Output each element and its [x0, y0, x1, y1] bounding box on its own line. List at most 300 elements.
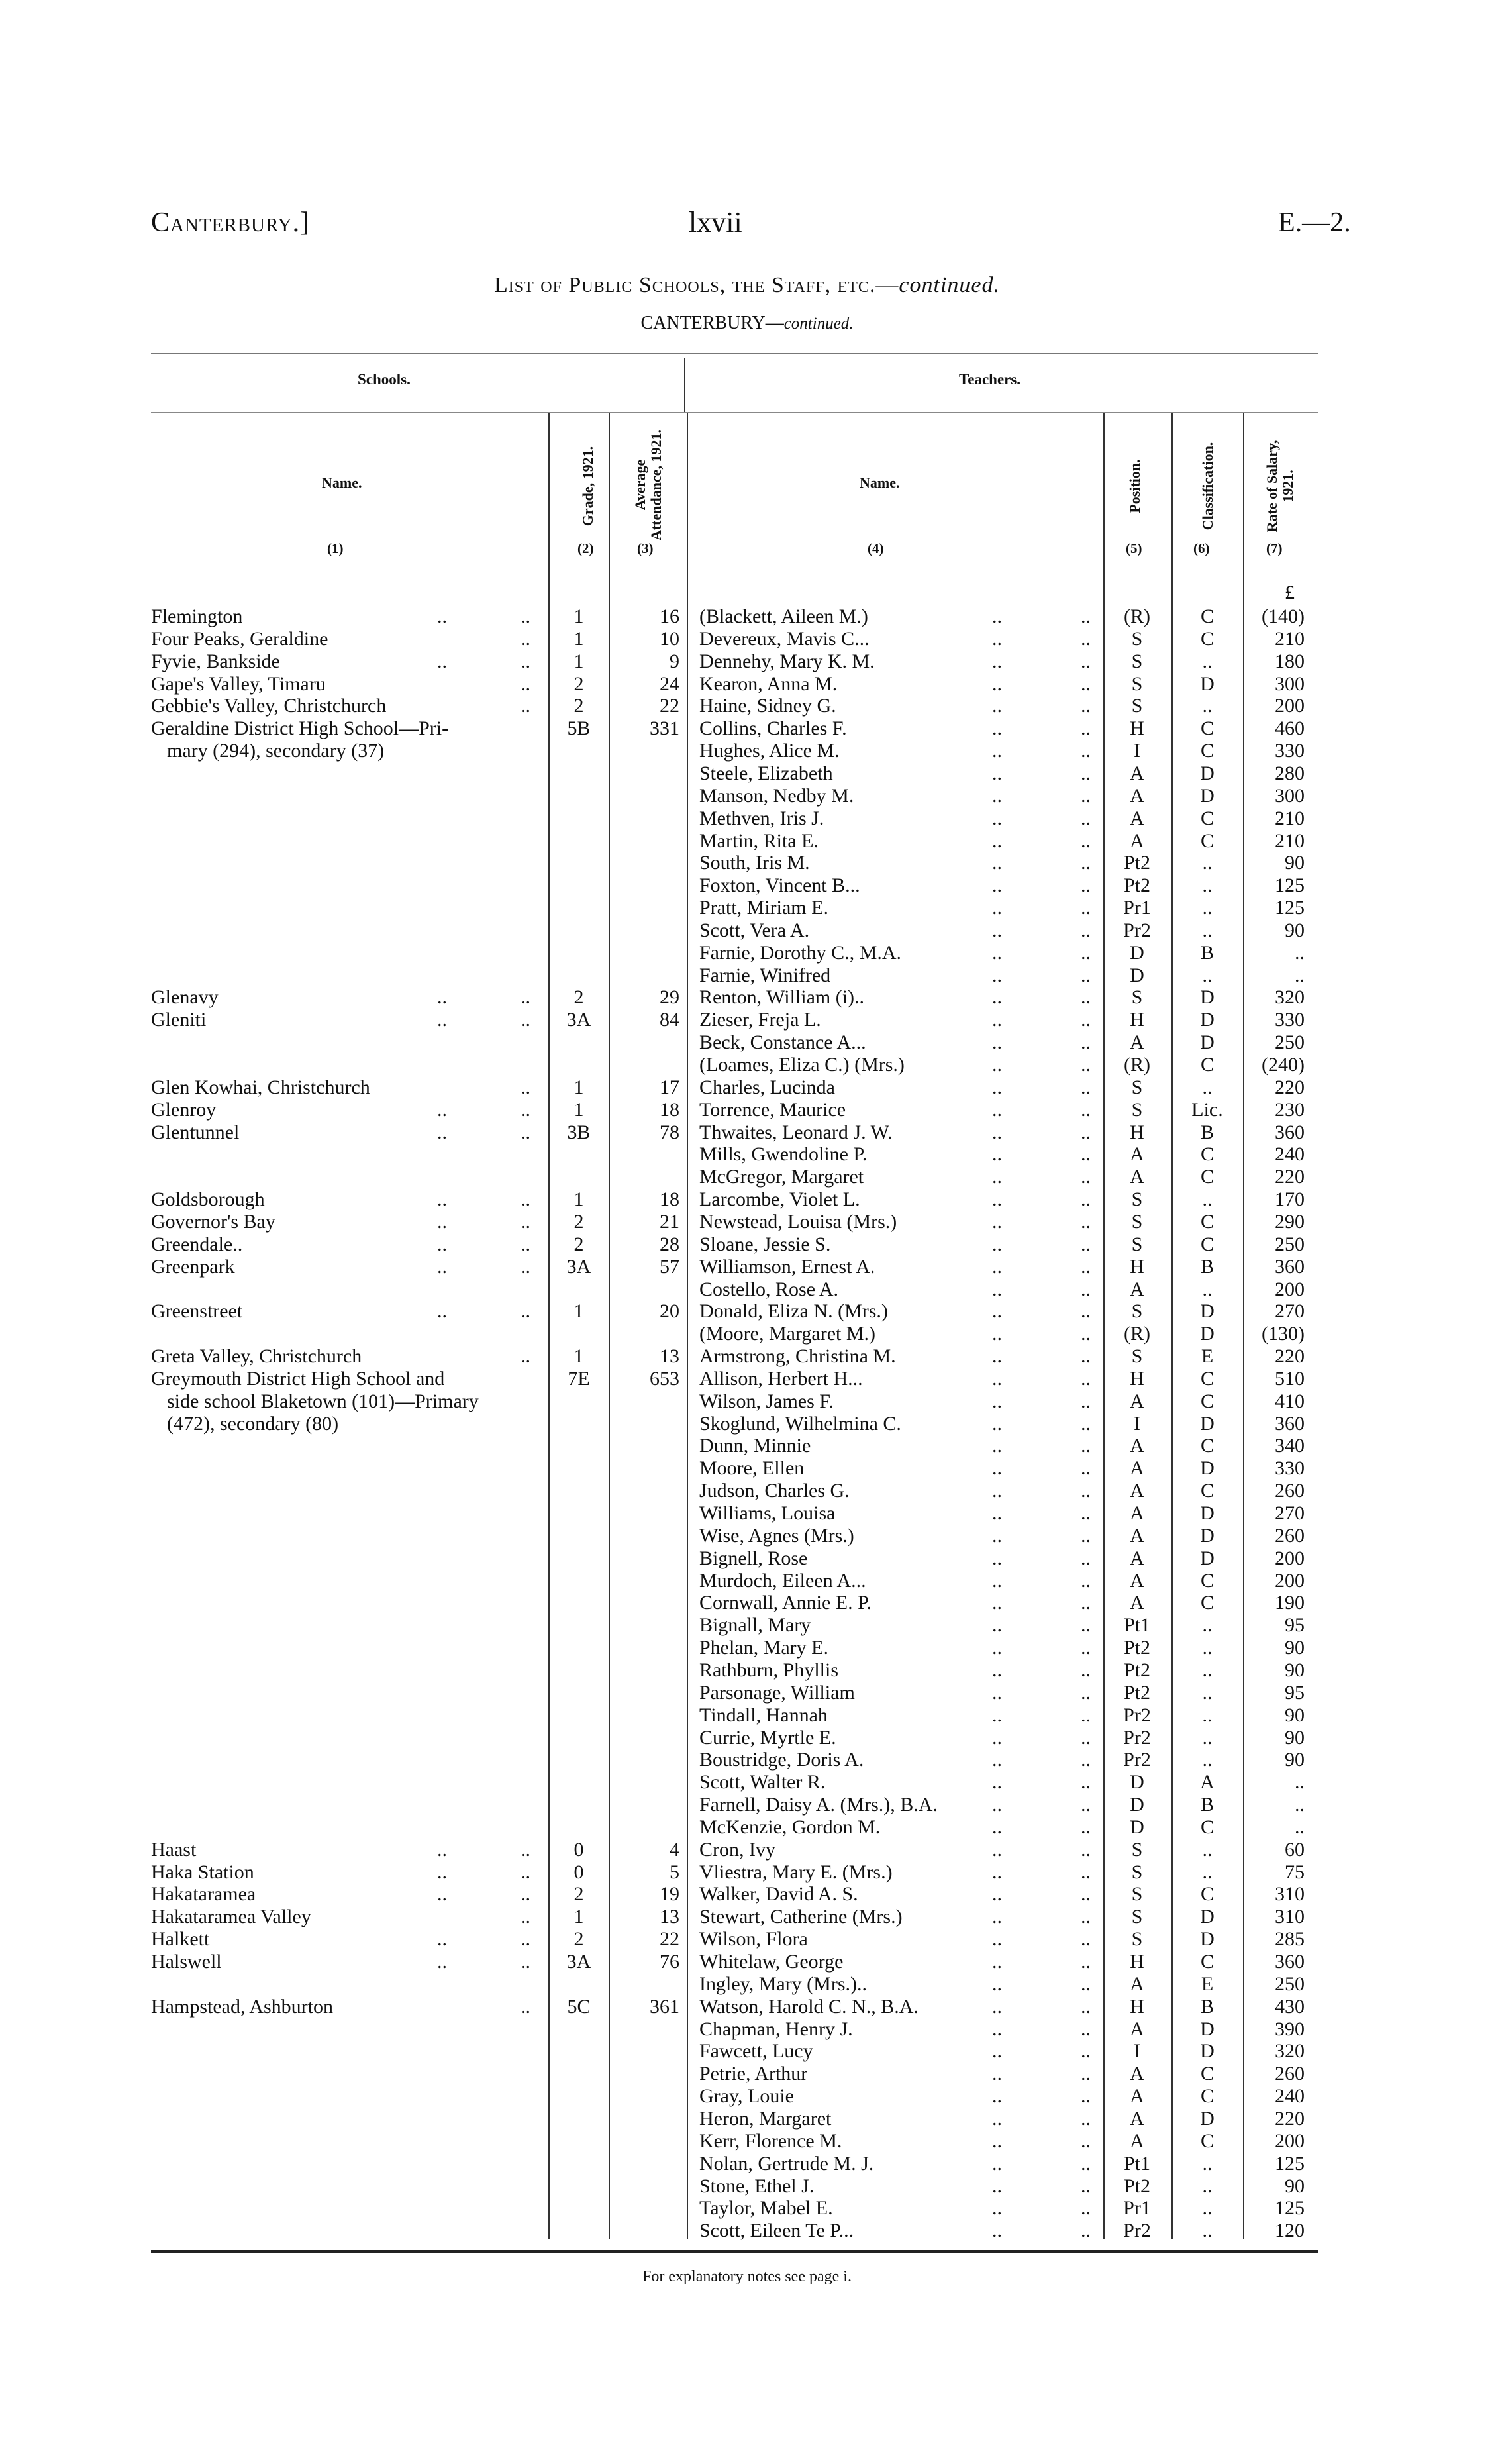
teacher-position: S — [1131, 1906, 1143, 1928]
col-school-name: Name. — [322, 474, 362, 491]
teacher-classification: D — [1200, 1906, 1215, 1928]
school-continuation-row — [0, 1794, 1494, 1816]
teacher-position: A — [1130, 1973, 1144, 1995]
leader-dots: .. — [992, 1883, 1002, 1906]
teacher-classification: .. — [1202, 2220, 1213, 2242]
leader-dots: .. — [521, 605, 530, 627]
leader-dots: .. — [992, 1457, 1002, 1480]
teacher-position: S — [1131, 627, 1143, 650]
teacher-name: Methven, Iris J. — [699, 807, 824, 829]
col-num-2: (2) — [577, 540, 594, 556]
teacher-name: Newstead, Louisa (Mrs.) — [699, 1210, 897, 1233]
teacher-position: Pt2 — [1123, 1681, 1151, 1704]
leader-dots: .. — [1081, 986, 1091, 1009]
leader-dots: .. — [521, 1995, 530, 2018]
leader-dots: .. — [992, 2152, 1002, 2175]
teacher-position: Pr2 — [1123, 919, 1151, 941]
title-continued: continued. — [899, 273, 1000, 297]
teacher-name: (Loames, Eliza C.) (Mrs.) — [699, 1054, 905, 1076]
leader-dots: .. — [1081, 1367, 1091, 1390]
teacher-salary: 360 — [1275, 1121, 1305, 1143]
teacher-position: H — [1130, 1367, 1144, 1390]
teacher-name: Zieser, Freja L. — [699, 1009, 821, 1031]
col-grade: Grade, 1921. — [579, 446, 596, 527]
teacher-classification: D — [1200, 2018, 1215, 2040]
leader-dots: .. — [1081, 1681, 1091, 1704]
leader-dots: .. — [1081, 1614, 1091, 1637]
average-attendance: 18 — [660, 1098, 679, 1121]
average-attendance: 4 — [670, 1838, 679, 1861]
teacher-position: I — [1134, 740, 1140, 762]
school-grade: 5B — [567, 717, 591, 740]
teacher-position: Pr1 — [1123, 897, 1151, 919]
average-attendance: 24 — [660, 672, 679, 695]
teacher-salary: (240) — [1262, 1054, 1305, 1076]
school-continuation-row — [0, 740, 1494, 762]
school-name: Hakataramea Valley — [151, 1906, 311, 1928]
school-row — [0, 1368, 1494, 1390]
leader-dots: .. — [992, 829, 1002, 852]
teacher-position: A — [1130, 2085, 1144, 2108]
leader-dots: .. — [1081, 919, 1091, 941]
school-continuation-row — [0, 1592, 1494, 1614]
teacher-classification: .. — [1202, 2175, 1213, 2197]
school-continuation-row — [0, 1547, 1494, 1570]
school-name: (472), secondary (80) — [167, 1412, 339, 1435]
leader-dots: .. — [1081, 672, 1091, 695]
school-continuation-row — [0, 1637, 1494, 1659]
leader-dots: .. — [992, 1637, 1002, 1659]
teacher-name: Moore, Ellen — [699, 1457, 805, 1480]
page-number: lxvii — [689, 206, 742, 238]
teacher-salary: 125 — [1275, 897, 1305, 919]
teacher-classification: C — [1200, 807, 1214, 829]
teacher-classification: .. — [1202, 919, 1213, 941]
school-name: Gape's Valley, Timaru — [151, 672, 326, 695]
teacher-salary: 270 — [1275, 1502, 1305, 1524]
teacher-name: (Moore, Margaret M.) — [699, 1323, 876, 1345]
teacher-salary: 200 — [1275, 695, 1305, 717]
leader-dots: .. — [1081, 807, 1091, 829]
leader-dots: .. — [1081, 1569, 1091, 1592]
school-name: Greta Valley, Christchurch — [151, 1345, 362, 1368]
leader-dots: .. — [1081, 1883, 1091, 1906]
leader-dots: .. — [521, 1121, 530, 1143]
leader-dots: .. — [1081, 1838, 1091, 1861]
teacher-classification: .. — [1202, 1838, 1213, 1861]
school-name: Goldsborough — [151, 1188, 265, 1211]
leader-dots: .. — [992, 1480, 1002, 1502]
teacher-position: A — [1130, 1547, 1144, 1569]
teacher-name: Charles, Lucinda — [699, 1076, 835, 1098]
teacher-position: S — [1131, 695, 1143, 717]
teacher-classification: C — [1200, 1480, 1214, 1502]
school-continuation-row — [0, 2063, 1494, 2085]
leader-dots: .. — [1081, 717, 1091, 740]
leader-dots: .. — [1081, 964, 1091, 986]
leader-dots: .. — [992, 627, 1002, 650]
teacher-classification: D — [1200, 1928, 1215, 1951]
average-attendance: 9 — [670, 650, 679, 672]
school-continuation-row — [0, 897, 1494, 919]
leader-dots: .. — [1081, 1659, 1091, 1681]
teacher-salary: 270 — [1275, 1300, 1305, 1323]
leader-dots: .. — [992, 2175, 1002, 2197]
teacher-classification: .. — [1202, 852, 1213, 874]
school-row — [0, 605, 1494, 628]
teacher-salary: 90 — [1285, 919, 1305, 941]
school-continuation-row — [0, 2197, 1494, 2220]
teacher-position: I — [1134, 1412, 1140, 1435]
leader-dots: .. — [992, 1300, 1002, 1323]
teacher-salary: 90 — [1285, 1704, 1305, 1726]
leader-dots: .. — [992, 919, 1002, 941]
leader-dots: .. — [992, 2018, 1002, 2040]
teacher-name: Bignell, Rose — [699, 1547, 808, 1569]
leader-dots: .. — [1081, 2107, 1091, 2130]
teacher-salary: 320 — [1275, 2040, 1305, 2063]
leader-dots: .. — [1081, 1031, 1091, 1054]
leader-dots: .. — [992, 1659, 1002, 1681]
teacher-classification: C — [1200, 1592, 1214, 1614]
leader-dots: .. — [1081, 1906, 1091, 1928]
teacher-name: Nolan, Gertrude M. J. — [699, 2152, 874, 2175]
school-continuation-row — [0, 919, 1494, 942]
teacher-salary: .. — [1295, 1816, 1305, 1838]
school-continuation-row — [0, 1749, 1494, 1771]
teacher-position: H — [1130, 1121, 1144, 1143]
school-row — [0, 1211, 1494, 1233]
leader-dots: .. — [992, 1928, 1002, 1951]
school-continuation-row — [0, 2153, 1494, 2175]
teacher-name: Sloane, Jessie S. — [699, 1233, 831, 1255]
school-continuation-row — [0, 1166, 1494, 1188]
teacher-name: Farnie, Winifred — [699, 964, 831, 986]
school-continuation-row — [0, 1502, 1494, 1525]
teacher-name: Wise, Agnes (Mrs.) — [699, 1524, 854, 1547]
teacher-position: A — [1130, 1435, 1144, 1457]
school-grade: 0 — [573, 1838, 584, 1861]
average-attendance: 29 — [660, 986, 679, 1009]
teacher-classification: D — [1200, 2040, 1215, 2063]
leader-dots: .. — [1081, 1098, 1091, 1121]
average-attendance: 10 — [660, 627, 679, 650]
teacher-name: McKenzie, Gordon M. — [699, 1816, 881, 1838]
teacher-position: S — [1131, 1076, 1143, 1098]
leader-dots: .. — [1081, 2220, 1091, 2242]
school-name: Halswell — [151, 1951, 222, 1973]
leader-dots: .. — [992, 2197, 1002, 2220]
leader-dots: .. — [992, 1323, 1002, 1345]
leader-dots: .. — [1081, 1457, 1091, 1480]
leader-dots: .. — [992, 1345, 1002, 1368]
school-continuation-row — [0, 1525, 1494, 1547]
average-attendance: 57 — [660, 1255, 679, 1278]
school-name: Haka Station — [151, 1861, 254, 1883]
teacher-classification: C — [1200, 1569, 1214, 1592]
teacher-position: S — [1131, 1861, 1143, 1883]
leader-dots: .. — [437, 1188, 447, 1211]
teacher-salary: .. — [1295, 964, 1305, 986]
school-grade: 1 — [573, 1076, 584, 1098]
col-num-7: (7) — [1266, 540, 1283, 556]
teacher-position: D — [1130, 941, 1144, 964]
school-continuation-row — [0, 1682, 1494, 1704]
teacher-classification: .. — [1202, 1749, 1213, 1771]
teacher-position: Pr1 — [1123, 2197, 1151, 2220]
leader-dots: .. — [1081, 852, 1091, 874]
school-name: Gebbie's Valley, Christchurch — [151, 695, 387, 717]
teacher-classification: .. — [1202, 1076, 1213, 1098]
teacher-position: H — [1130, 1255, 1144, 1278]
leader-dots: .. — [437, 1233, 447, 1255]
leader-dots: .. — [1081, 1255, 1091, 1278]
average-attendance: 84 — [660, 1009, 679, 1031]
leader-dots: .. — [992, 1861, 1002, 1883]
teacher-salary: 260 — [1275, 1524, 1305, 1547]
col-num-5: (5) — [1126, 540, 1142, 556]
school-continuation-row — [0, 807, 1494, 830]
leader-dots: .. — [992, 1771, 1002, 1794]
teacher-position: A — [1130, 1569, 1144, 1592]
teacher-classification: C — [1200, 1390, 1214, 1412]
teacher-salary: 510 — [1275, 1367, 1305, 1390]
teacher-salary: 90 — [1285, 852, 1305, 874]
leader-dots: .. — [1081, 1143, 1091, 1166]
teacher-classification: D — [1200, 1031, 1215, 1054]
teacher-name: Scott, Eileen Te P... — [699, 2220, 854, 2242]
average-attendance: 18 — [660, 1188, 679, 1211]
teacher-salary: 300 — [1275, 672, 1305, 695]
teacher-classification: C — [1200, 740, 1214, 762]
teacher-salary: 250 — [1275, 1233, 1305, 1255]
teacher-name: Kearon, Anna M. — [699, 672, 838, 695]
school-continuation-row — [0, 1435, 1494, 1457]
teacher-classification: C — [1200, 2130, 1214, 2152]
school-grade: 3A — [566, 1009, 591, 1031]
teacher-classification: D — [1200, 1524, 1215, 1547]
leader-dots: .. — [1081, 1323, 1091, 1345]
teacher-name: Haine, Sidney G. — [699, 695, 836, 717]
school-grade: 1 — [573, 1906, 584, 1928]
currency-symbol: £ — [1285, 582, 1295, 603]
teacher-position: A — [1130, 807, 1144, 829]
leader-dots: .. — [521, 1255, 530, 1278]
leader-dots: .. — [1081, 897, 1091, 919]
leader-dots: .. — [1081, 1704, 1091, 1726]
school-continuation-row — [0, 1457, 1494, 1480]
school-continuation-row — [0, 942, 1494, 964]
school-continuation-row — [0, 2040, 1494, 2063]
teacher-salary: 90 — [1285, 1749, 1305, 1771]
leader-dots: .. — [992, 650, 1002, 672]
teacher-classification: D — [1200, 1412, 1215, 1435]
school-name: Hampstead, Ashburton — [151, 1995, 333, 2018]
col-num-1: (1) — [327, 540, 344, 556]
leader-dots: .. — [992, 1166, 1002, 1188]
teacher-salary: 180 — [1275, 650, 1305, 672]
average-attendance: 13 — [660, 1345, 679, 1368]
teacher-salary: 200 — [1275, 1278, 1305, 1300]
teacher-position: Pt2 — [1123, 852, 1151, 874]
teacher-classification: .. — [1202, 1188, 1213, 1211]
leader-dots: .. — [1081, 1233, 1091, 1255]
leader-dots: .. — [1081, 2018, 1091, 2040]
teacher-position: D — [1130, 1771, 1144, 1794]
leader-dots: .. — [992, 1951, 1002, 1973]
footnote: For explanatory notes see page i. — [642, 2268, 852, 2285]
school-name: Halkett — [151, 1928, 210, 1951]
teacher-name: Renton, William (i).. — [699, 986, 865, 1009]
teacher-name: (Blackett, Aileen M.) — [699, 605, 868, 627]
teacher-position: (R) — [1124, 605, 1150, 627]
teacher-salary: (130) — [1262, 1323, 1305, 1345]
school-row — [0, 1906, 1494, 1928]
teacher-position: A — [1130, 2063, 1144, 2085]
school-name: Hakataramea — [151, 1883, 256, 1906]
leader-dots: .. — [1081, 1300, 1091, 1323]
school-grade: 1 — [573, 627, 584, 650]
leader-dots: .. — [992, 986, 1002, 1009]
leader-dots: .. — [992, 1704, 1002, 1726]
teacher-salary: 310 — [1275, 1906, 1305, 1928]
leader-dots: .. — [1081, 1749, 1091, 1771]
teacher-name: Mills, Gwendoline P. — [699, 1143, 868, 1166]
leader-dots: .. — [1081, 1166, 1091, 1188]
teacher-salary: 250 — [1275, 1973, 1305, 1995]
school-continuation-row — [0, 1480, 1494, 1502]
leader-dots: .. — [1081, 829, 1091, 852]
teacher-position: A — [1130, 1143, 1144, 1166]
teacher-classification: Lic. — [1191, 1098, 1223, 1121]
teacher-classification: C — [1200, 1233, 1214, 1255]
school-row — [0, 1233, 1494, 1256]
teacher-name: Cornwall, Annie E. P. — [699, 1592, 872, 1614]
school-continuation-row — [0, 785, 1494, 807]
leader-dots: .. — [1081, 740, 1091, 762]
teacher-position: A — [1130, 1166, 1144, 1188]
school-grade: 2 — [573, 1883, 584, 1906]
teacher-position: Pt2 — [1123, 874, 1151, 897]
teacher-classification: B — [1200, 1794, 1214, 1816]
teacher-classification: C — [1200, 1951, 1214, 1973]
teacher-position: S — [1131, 1883, 1143, 1906]
school-grade: 2 — [573, 1928, 584, 1951]
leader-dots: .. — [992, 605, 1002, 627]
leader-dots: .. — [992, 852, 1002, 874]
school-grade: 1 — [573, 605, 584, 627]
teacher-salary: 320 — [1275, 986, 1305, 1009]
teacher-name: Parsonage, William — [699, 1681, 855, 1704]
teacher-classification: B — [1200, 1995, 1214, 2018]
average-attendance: 76 — [660, 1951, 679, 1973]
teacher-salary: 220 — [1275, 1166, 1305, 1188]
school-grade: 2 — [573, 672, 584, 695]
leader-dots: .. — [1081, 874, 1091, 897]
teacher-name: Hughes, Alice M. — [699, 740, 840, 762]
school-row — [0, 1345, 1494, 1368]
col-num-4: (4) — [868, 540, 884, 556]
leader-dots: .. — [992, 695, 1002, 717]
school-continuation-row — [0, 1727, 1494, 1749]
teacher-name: Wilson, Flora — [699, 1928, 808, 1951]
average-attendance: 5 — [670, 1861, 679, 1883]
leader-dots: .. — [1081, 1435, 1091, 1457]
school-name: Governor's Bay — [151, 1210, 275, 1233]
teacher-classification: .. — [1202, 1704, 1213, 1726]
teacher-classification: C — [1200, 2085, 1214, 2108]
col-salary: Rate of Salary, 1921. — [1264, 440, 1296, 533]
teacher-classification: C — [1200, 829, 1214, 852]
teacher-salary: 190 — [1275, 1592, 1305, 1614]
teacher-name: Taylor, Mabel E. — [699, 2197, 833, 2220]
school-grade: 1 — [573, 650, 584, 672]
teacher-classification: E — [1201, 1973, 1214, 1995]
school-row — [0, 650, 1494, 673]
average-attendance: 16 — [660, 605, 679, 627]
leader-dots: .. — [1081, 1524, 1091, 1547]
teacher-classification: C — [1200, 1435, 1214, 1457]
school-continuation-row — [0, 1278, 1494, 1301]
leader-dots: .. — [1081, 1480, 1091, 1502]
teacher-salary: 90 — [1285, 1659, 1305, 1681]
teacher-salary: 210 — [1275, 807, 1305, 829]
leader-dots: .. — [992, 874, 1002, 897]
teacher-salary: 360 — [1275, 1951, 1305, 1973]
teacher-position: A — [1130, 1278, 1144, 1300]
leader-dots: .. — [1081, 1951, 1091, 1973]
leader-dots: .. — [521, 650, 530, 672]
school-row — [0, 986, 1494, 1009]
teacher-name: Skoglund, Wilhelmina C. — [699, 1412, 901, 1435]
teacher-name: Judson, Charles G. — [699, 1480, 850, 1502]
teacher-name: Stone, Ethel J. — [699, 2175, 815, 2197]
school-row — [0, 628, 1494, 650]
leader-dots: .. — [521, 672, 530, 695]
leader-dots: .. — [992, 1076, 1002, 1098]
teacher-classification: B — [1200, 1121, 1214, 1143]
teacher-position: S — [1131, 1098, 1143, 1121]
leader-dots: .. — [437, 650, 447, 672]
leader-dots: .. — [1081, 2197, 1091, 2220]
school-row — [0, 1951, 1494, 1973]
average-attendance: 653 — [650, 1367, 679, 1390]
teacher-classification: .. — [1202, 1614, 1213, 1637]
leader-dots: .. — [992, 1188, 1002, 1211]
leader-dots: .. — [992, 1592, 1002, 1614]
school-continuation-row — [0, 1704, 1494, 1727]
teacher-name: Manson, Nedby M. — [699, 784, 854, 807]
school-continuation-row — [0, 1413, 1494, 1435]
teacher-salary: 330 — [1275, 1457, 1305, 1480]
school-continuation-row — [0, 2130, 1494, 2153]
leader-dots: .. — [1081, 1009, 1091, 1031]
group-rule — [151, 412, 1318, 413]
teacher-name: Watson, Harold C. N., B.A. — [699, 1995, 919, 2018]
teacher-position: A — [1130, 1457, 1144, 1480]
teacher-salary: 60 — [1285, 1838, 1305, 1861]
teacher-name: Vliestra, Mary E. (Mrs.) — [699, 1861, 893, 1883]
leader-dots: .. — [992, 897, 1002, 919]
teacher-salary: 90 — [1285, 1637, 1305, 1659]
col-attendance: Average Attendance, 1921. — [632, 429, 664, 541]
leader-dots: .. — [521, 1300, 530, 1323]
teacher-position: A — [1130, 784, 1144, 807]
school-name: Greymouth District High School and — [151, 1367, 445, 1390]
teacher-salary: 75 — [1285, 1861, 1305, 1883]
teacher-classification: .. — [1202, 1659, 1213, 1681]
school-name: side school Blaketown (101)—Primary — [167, 1390, 479, 1412]
